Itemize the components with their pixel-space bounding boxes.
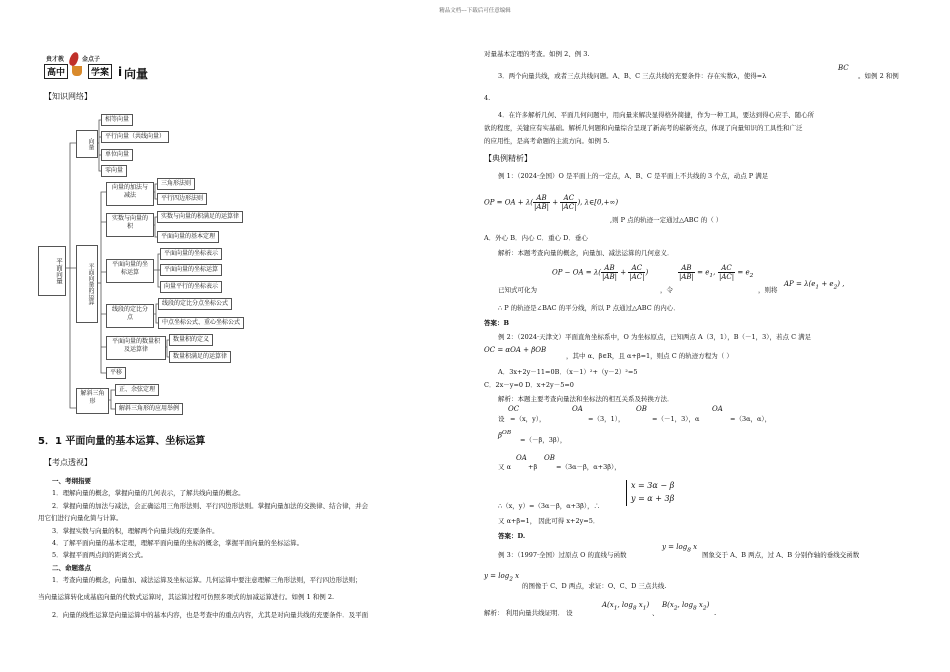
ex2-beta-ob: $\beta^{OB}$ bbox=[498, 430, 512, 440]
ex2-s3c: =（3α－β，α+3β）， bbox=[556, 463, 621, 471]
ex2-cond: ，其中 α、β∈R，且 α+β=1，则点 C 的轨迹方程为（ ） bbox=[566, 352, 733, 360]
op-add-child-1: 三角形法则 bbox=[157, 178, 195, 190]
left-line-9: 当向量运算转化成基底向量的代数式运算时，其运算过程可仿照多项式的加减运算进行。如例 1 和例 2. bbox=[38, 593, 335, 601]
vec-oa-3: OA bbox=[516, 454, 527, 462]
ex3-title: 例 3：（1997·全国）过原点 O 的直线与函数 bbox=[498, 551, 627, 559]
ex3-point-a: $A(x_1$, $\log_8 x_1$) bbox=[602, 601, 650, 612]
left-line-5: 4．了解平面向量的基本定理，理解平面向量的坐标的概念，掌握平面向量的坐标运算。 bbox=[52, 539, 304, 547]
op-coord-child-2: 平面向量的坐标运算 bbox=[160, 264, 222, 276]
ex3-func-2: $y = \log_2 x$ bbox=[484, 572, 520, 583]
op-ratio-child-1: 线段的定比分点坐标公式 bbox=[158, 298, 232, 310]
ex2-s1e: =（3α，α）， bbox=[730, 415, 772, 423]
ex2-s3b: +β bbox=[528, 463, 538, 471]
op-scalar-child-2: 平面向量的基本定理 bbox=[157, 231, 219, 243]
ex1-e1: $\frac{AB}{|AB|}$ = $e_1$, bbox=[679, 264, 716, 281]
tree-item-zero: 零向量 bbox=[101, 165, 127, 177]
vec-ob: OB bbox=[636, 405, 647, 413]
vec-ob-2: OB bbox=[544, 454, 555, 462]
tree-branch-vector: 向量 bbox=[76, 130, 98, 158]
ex2-system: x = 3α − β y = α + 3β bbox=[626, 480, 674, 506]
ex2-s2: =（－β，3β）， bbox=[520, 436, 567, 444]
ex2-s1d: =（－1，3），α bbox=[652, 415, 700, 423]
vec-oa-2: OA bbox=[712, 405, 723, 413]
page-header: 精品文档---下载后可任意编辑 bbox=[439, 8, 511, 14]
right-line-2a: 3．两个向量共线，或者三点共线问题。A、B、C 三点共线的充要条件：存在实数λ，使得=λ bbox=[498, 72, 767, 80]
left-line-6: 5．掌握平面两点间的距离公式。 bbox=[52, 551, 148, 559]
ex1-title: 例 1：（2024·全国）O 是平面上的一定点，A、B、C 是平面上不共线的 3 个点，动点 P 满足 bbox=[498, 172, 769, 180]
ex2-title: 例 2：（2024·天津文）平面直角坐标系中，O 为坐标原点，已知两点 A（3，1），B（－1，3），若点 C 满足 bbox=[498, 333, 812, 341]
ex1-ap: AP = $\lambda(e_1 + e_2)$ , bbox=[784, 280, 845, 291]
right-line-5: 的应用性，是高考命题的主流方向。如例 5. bbox=[484, 137, 610, 145]
ex1-ling: ，令 bbox=[660, 286, 673, 294]
ex1-options: A．外心 B．内心 C．重心 D．垂心 bbox=[484, 234, 588, 242]
page-title: 向量 bbox=[124, 67, 149, 81]
op-add-sub: 向量的加法与减法 bbox=[106, 182, 154, 206]
right-line-2c: 4. bbox=[484, 94, 491, 102]
ex2-answer: 答案：D. bbox=[498, 532, 526, 540]
ex1-formula: OP = OA + λ( $\frac{AB}{|AB|}$ + $\frac{AC}{|AC|}$ ), λ∈[0,+∞) bbox=[484, 194, 619, 211]
ex2-formula: OC = αOA + βOB bbox=[484, 346, 547, 354]
ex1-answer: 答案：B bbox=[484, 319, 509, 327]
ex3-solution: 解析： 利用向量共线证明． 设 bbox=[484, 609, 573, 617]
left-line-1: 1．理解向量的概念，掌握向量的几何表示，了解共线向量的概念。 bbox=[52, 489, 245, 497]
op-dot-child-2: 数量积满足的运算律 bbox=[169, 351, 231, 363]
left-line-4: 3．掌握实数与向量的积，理解两个向量共线的充要条件。 bbox=[52, 527, 219, 535]
left-line-3: 用它们进行向量化简与计算。 bbox=[38, 514, 123, 522]
op-dot-child-1: 数量积的定义 bbox=[169, 334, 213, 346]
op-coord-child-3: 向量平行的坐标表示 bbox=[160, 281, 222, 293]
op-coord: 平面向量的坐标运算 bbox=[106, 259, 154, 283]
op-add-child-2: 平行四边形法则 bbox=[157, 193, 207, 205]
ex1-after: ,则 P 点的轨迹一定通过△ABC 的（ ） bbox=[610, 216, 723, 224]
ex1-ze: ，则将 bbox=[758, 286, 778, 294]
op-scalar-child-1: 实数与向量的积满足的运算律 bbox=[157, 211, 243, 223]
tree-branch-triangle: 解斜三角形 bbox=[76, 388, 109, 414]
ex1-solution: 解析：本题考查向量的概念，向量加、减法运算的几何意义． bbox=[498, 249, 674, 257]
ex3-period: . bbox=[714, 609, 717, 617]
left-line-0: 一、考纲指要 bbox=[52, 477, 91, 485]
tree-root: 平面向量 bbox=[38, 246, 66, 296]
ex3-mid: 图象交于 A、B 两点，过 A、B 分别作轴的垂线交函数 bbox=[702, 551, 860, 559]
tri-child-1: 正、余弦定理 bbox=[115, 384, 159, 396]
tri-child-2: 解斜三角形的应用举例 bbox=[115, 403, 183, 415]
left-line-8: 1．考查向量的概念，向量加、减法运算及坐标运算。几何运算中要注意理解三角形法则，平行四边形法则； bbox=[52, 576, 362, 584]
ex3-line2: 的图像于 C、D 两点，求证：O、C、D 三点共线. bbox=[522, 582, 667, 590]
logo-top-left: 贵才教 bbox=[46, 56, 65, 63]
ex2-s1b: =（x，y）， bbox=[510, 415, 546, 423]
ex2-s3a: 又 α bbox=[498, 463, 511, 471]
tree-branch-ops: 平面向量的运算 bbox=[76, 245, 98, 323]
ex3-point-b: $B(x_2$, $\log_8 x_2$) bbox=[662, 601, 710, 612]
right-line-2b: 。如例 2 和例 bbox=[858, 72, 899, 80]
vec-bc: BC bbox=[838, 64, 849, 72]
ex1-can: 已知式可化为 bbox=[498, 286, 537, 294]
vec-oa: OA bbox=[572, 405, 583, 413]
example-heading: 【典例精析】 bbox=[484, 154, 532, 163]
tree-item-unit: 单位向量 bbox=[101, 149, 133, 161]
ex2-solution: 解析：本题主要考查向量法和坐标法的相互关系及转换方法． bbox=[498, 395, 674, 403]
ex1-step-formula: OP − OA = λ( $\frac{AB}{|AB|}$ + $\frac{AC}{|AC|}$ ) bbox=[552, 264, 649, 281]
logo-top-right: 金点子 bbox=[82, 56, 101, 63]
ex3-sep: 、 bbox=[652, 609, 659, 617]
section-title: 5．1 平面向量的基本运算、坐标运算 bbox=[38, 436, 206, 447]
ex2-s1c: =（3，1）， bbox=[588, 415, 625, 423]
op-scalar: 实数与向量的积 bbox=[106, 213, 154, 237]
op-ratio: 线段的定比分点 bbox=[106, 304, 154, 328]
ex1-conclusion: ∴ P 的轨迹是∠BAC 的平分线，所以 P 点通过△ABC 的内心． bbox=[498, 304, 680, 312]
op-ratio-child-2: 中点坐标公式、重心坐标公式 bbox=[158, 317, 244, 329]
op-translate: 平移 bbox=[106, 367, 126, 379]
tree-item-equal: 相等向量 bbox=[101, 114, 133, 126]
logo-left-box: 高中 bbox=[44, 64, 68, 79]
ex1-e2: $\frac{AC}{|AC|}$ = $e_2$ bbox=[719, 264, 754, 281]
knowledge-heading: 【知识网络】 bbox=[44, 92, 92, 101]
ex2-opt-c: C．2x－y=0 D．x+2y－5=0 bbox=[484, 381, 574, 389]
op-coord-child-1: 平面向量的坐标表示 bbox=[160, 248, 222, 260]
ex3-func-1: $y = \log_8 x$ bbox=[662, 543, 698, 554]
ex2-s5: 又 α+β=1， 因此可得 x+2y=5． bbox=[498, 517, 600, 525]
tree-item-parallel: 平行向量（共线向量） bbox=[101, 131, 169, 143]
right-line-1: 对量基本定理的考查。如例 2、例 3. bbox=[484, 50, 590, 58]
ex2-s1a: 设 bbox=[498, 415, 505, 423]
kaodian-heading: 【考点透视】 bbox=[44, 458, 92, 467]
left-line-10: 2．向量的线性运算是向量运算中的基本内容，也是考查中的重点内容，尤其是对向量共线的充要条件．及平面 bbox=[52, 611, 369, 619]
left-line-7: 二、命题落点 bbox=[52, 564, 91, 572]
ex2-opt-a: A．3x+2y－11=0B．（x－1）²+（y－2）²=5 bbox=[498, 368, 638, 376]
ex2-s4: ∴（x，y）=（3α－β，α+3β），∴ bbox=[498, 502, 601, 510]
op-dot: 平面向量的数量积及运算律 bbox=[106, 336, 166, 360]
right-line-4: 欲的程度，关键应有实基础。解析几何题和向量综合呈现了新高考的崭新亮点，体现了向量知识的工具性和广泛 bbox=[484, 124, 803, 132]
title-glyph: i bbox=[118, 65, 123, 79]
logo-right-box: 学案 bbox=[88, 64, 112, 79]
vec-oc: OC bbox=[508, 405, 520, 413]
right-line-3: 4．在许多解析几何、平面几何问题中，用向量来解决显得格外简捷，作为一种工具，要达到得心应手、随心所 bbox=[498, 111, 815, 119]
left-line-2: 2．掌握向量的加法与减法，会正确运用三角形法则、平行四边形法则。掌握向量加法的交换律、结合律，并会 bbox=[52, 502, 369, 510]
